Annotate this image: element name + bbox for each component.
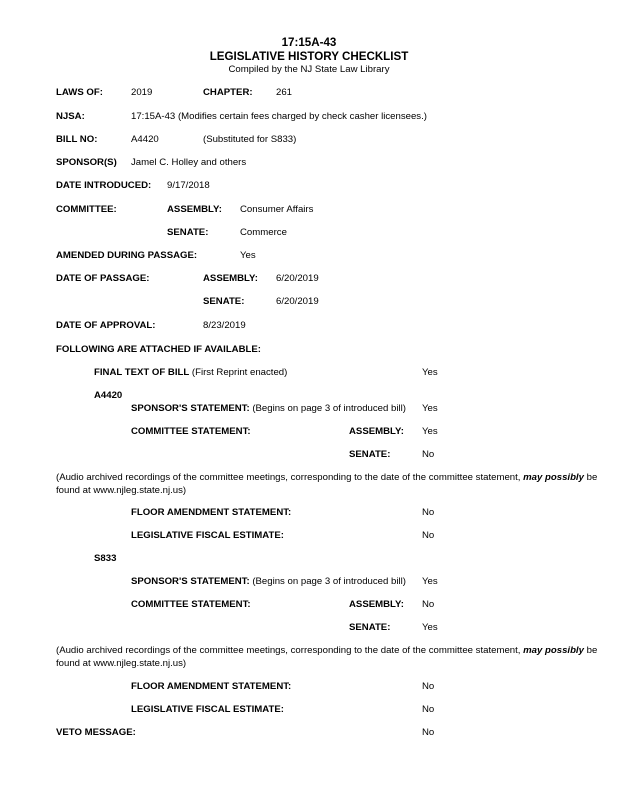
s833-sponsor-statement-value: Yes [422, 576, 438, 587]
laws-of-label: LAWS OF: [56, 87, 103, 98]
compiled-by: Compiled by the NJ State Law Library [228, 64, 390, 75]
veto-message-value: No [422, 727, 435, 738]
bill-no-label: BILL NO: [56, 134, 98, 145]
s833-floor-amendment-label: FLOOR AMENDMENT STATEMENT: [131, 681, 292, 692]
committee-senate-value: Commerce [240, 227, 287, 238]
date-of-approval-value: 8/23/2019 [203, 320, 246, 331]
amended-label: AMENDED DURING PASSAGE: [56, 250, 198, 261]
s833-audio-note [56, 644, 604, 670]
a4420-fiscal-estimate-value: No [422, 530, 435, 541]
chapter-label: CHAPTER: [203, 87, 253, 98]
s833-sponsor-statement-row [131, 577, 406, 587]
final-text-label: FINAL TEXT OF BILL [94, 367, 190, 378]
passage-senate-label: SENATE: [203, 296, 245, 307]
date-introduced-value: 9/17/2018 [167, 180, 210, 191]
passage-senate-value: 6/20/2019 [276, 296, 319, 307]
s833-committee-assembly-label: ASSEMBLY: [349, 599, 404, 610]
s833-heading: S833 [94, 553, 117, 564]
s833-audio-note-text: (Audio archived recordings of the committee meetings, corresponding to the date of the committee statement, [56, 645, 524, 656]
committee-label: COMMITTEE: [56, 204, 117, 215]
citation-title: 17:15A-43 [281, 36, 337, 49]
attached-heading: FOLLOWING ARE ATTACHED IF AVAILABLE: [56, 344, 261, 355]
a4420-heading: A4420 [94, 390, 123, 401]
a4420-sponsor-statement-label: SPONSOR'S STATEMENT: [131, 403, 250, 414]
a4420-sponsor-statement-value: Yes [422, 403, 438, 414]
laws-of-value: 2019 [131, 87, 153, 98]
final-text-value: Yes [422, 367, 438, 378]
bill-no-value: A4420 [131, 134, 159, 145]
s833-audio-note-link-text: be found at www.njleg.state.nj.us) [56, 645, 598, 669]
a4420-committee-assembly-value: Yes [422, 426, 438, 437]
a4420-audio-note-text: (Audio archived recordings of the committee meetings, corresponding to the date of the committee statement, [56, 472, 524, 483]
chapter-value: 261 [276, 87, 293, 98]
committee-assembly-label: ASSEMBLY: [167, 204, 222, 215]
s833-sponsor-statement-label: SPONSOR'S STATEMENT: [131, 576, 250, 587]
s833-committee-statement-label: COMMITTEE STATEMENT: [131, 599, 251, 610]
date-introduced-label: DATE INTRODUCED: [56, 180, 152, 191]
passage-assembly-label: ASSEMBLY: [203, 273, 258, 284]
s833-committee-assembly-value: No [422, 599, 435, 610]
s833-audio-note-emphasis: may possibly [523, 645, 584, 656]
njsa-label: NJSA: [56, 111, 85, 122]
a4420-floor-amendment-value: No [422, 507, 435, 518]
a4420-floor-amendment-label: FLOOR AMENDMENT STATEMENT: [131, 507, 292, 518]
s833-committee-senate-value: Yes [422, 622, 438, 633]
njsa-value: 17:15A-43 (Modifies certain fees charged by check casher licensees.) [131, 111, 427, 122]
sponsor-label: SPONSOR(S) [56, 157, 117, 168]
a4420-sponsor-statement-note: (Begins on page 3 of introduced bill) [252, 403, 406, 414]
bill-substitution-note: (Substituted for S833) [203, 134, 297, 145]
a4420-committee-assembly-label: ASSEMBLY: [349, 426, 404, 437]
amended-value: Yes [240, 250, 256, 261]
a4420-committee-senate-value: No [422, 449, 435, 460]
s833-sponsor-statement-note: (Begins on page 3 of introduced bill) [252, 576, 406, 587]
s833-fiscal-estimate-value: No [422, 704, 435, 715]
sponsor-value: Jamel C. Holley and others [131, 157, 247, 168]
s833-floor-amendment-value: No [422, 681, 435, 692]
committee-senate-label: SENATE: [167, 227, 209, 238]
veto-message-label: VETO MESSAGE: [56, 727, 136, 738]
a4420-committee-senate-label: SENATE: [349, 449, 391, 460]
s833-committee-senate-label: SENATE: [349, 622, 391, 633]
page-title: LEGISLATIVE HISTORY CHECKLIST [209, 50, 409, 63]
committee-assembly-value: Consumer Affairs [240, 204, 314, 215]
s833-fiscal-estimate-label: LEGISLATIVE FISCAL ESTIMATE: [131, 704, 284, 715]
a4420-fiscal-estimate-label: LEGISLATIVE FISCAL ESTIMATE: [131, 530, 284, 541]
passage-assembly-value: 6/20/2019 [276, 273, 319, 284]
final-text-note: (First Reprint enacted) [191, 367, 288, 378]
date-of-passage-label: DATE OF PASSAGE: [56, 273, 150, 284]
a4420-audio-note [56, 471, 604, 497]
a4420-committee-statement-label: COMMITTEE STATEMENT: [131, 426, 251, 437]
a4420-audio-note-emphasis: may possibly [523, 472, 584, 483]
date-of-approval-label: DATE OF APPROVAL: [56, 320, 156, 331]
a4420-sponsor-statement-row [131, 404, 406, 414]
final-text-row [94, 368, 287, 378]
a4420-audio-note-link-text: be found at www.njleg.state.nj.us) [56, 472, 598, 496]
